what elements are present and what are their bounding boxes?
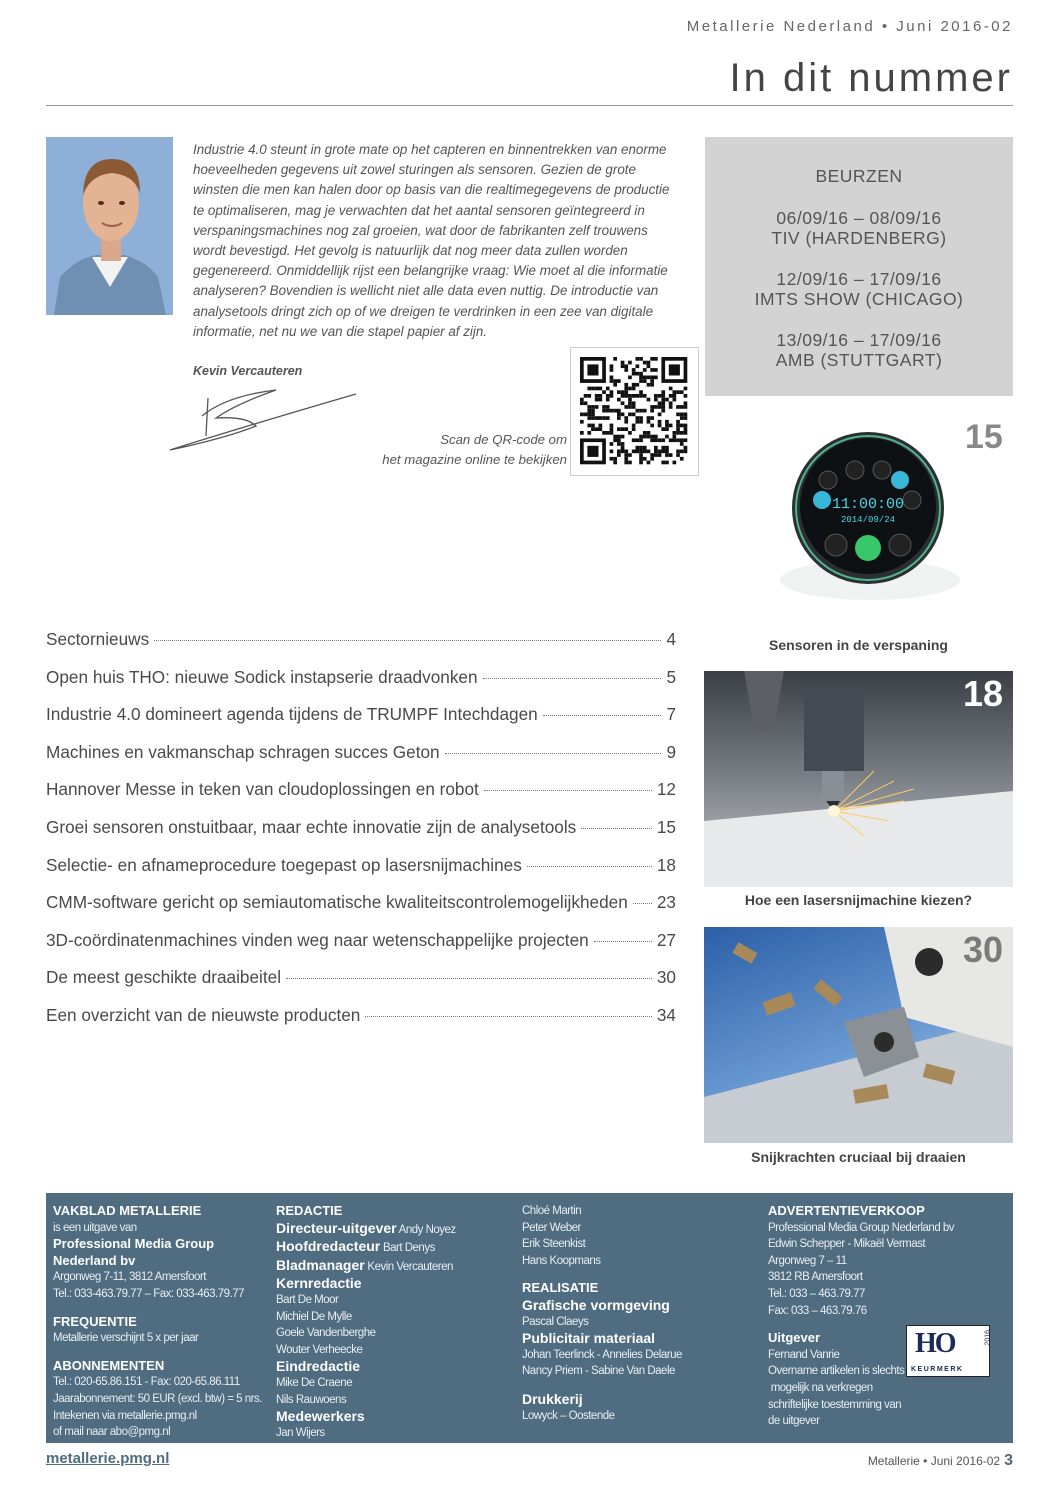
editorial-author: Kevin Vercauteren bbox=[193, 364, 303, 378]
toc-entry-title: Een overzicht van de nieuwste producten bbox=[46, 1004, 361, 1025]
toc-entry[interactable] bbox=[46, 779, 676, 817]
toc-entry-title: De meest geschikte draaibeitel bbox=[46, 967, 282, 988]
toc-leader-dots bbox=[543, 714, 662, 716]
colophon-column-2 bbox=[276, 1203, 506, 1441]
toc-entry[interactable] bbox=[46, 704, 676, 742]
qr-caption-line-1: Scan de QR-code om bbox=[440, 432, 567, 447]
colophon-text: Lowyck – Oostende bbox=[522, 1409, 615, 1422]
toc-entry[interactable] bbox=[46, 855, 676, 893]
colophon-text: Erik Steenkist bbox=[522, 1238, 586, 1251]
colophon-text: schriftelijke toestemming van bbox=[768, 1398, 902, 1411]
colophon-text: Jaarabonnement: 50 EUR (excl. btw) = 5 nrs. bbox=[53, 1392, 262, 1405]
colophon-text: Pascal Claeys bbox=[522, 1315, 589, 1328]
toc-entry-page: 27 bbox=[656, 929, 676, 950]
role-label: Kernredactie bbox=[276, 1275, 362, 1292]
colophon-heading: REDACTIE bbox=[276, 1203, 343, 1218]
toc-leader-dots bbox=[365, 1015, 652, 1017]
colophon-text: 3812 RB Amersfoort bbox=[768, 1271, 863, 1284]
toc-entry-title: 3D-coördinatenmachines vinden weg naar wetenschappelijke projecten bbox=[46, 929, 589, 950]
toc-entry-page: 12 bbox=[656, 779, 676, 800]
colophon-text: Tel.: 033-463.79.77 – Fax: 033-463.79.77 bbox=[53, 1287, 244, 1300]
role-label: Hoofdredacteur bbox=[276, 1238, 381, 1255]
toc-entry-title: Open huis THO: nieuwe Sodick instapserie draadvonken bbox=[46, 666, 478, 687]
colophon-text: Mike De Craene bbox=[276, 1376, 353, 1389]
colophon-text: Hans Koopmans bbox=[522, 1254, 601, 1267]
colophon-text: Argonweg 7-11, 3812 Amersfoort bbox=[53, 1271, 206, 1284]
toc-entry[interactable] bbox=[46, 930, 676, 968]
colophon-text: Bart De Moor bbox=[276, 1293, 339, 1306]
toc-entry-page: 4 bbox=[666, 629, 676, 649]
colophon-text: mogelijk na verkregen bbox=[768, 1381, 873, 1394]
colophon-row bbox=[276, 1220, 506, 1239]
fairs-heading: BEURZEN bbox=[815, 166, 903, 186]
toc-entry-page: 18 bbox=[656, 854, 676, 875]
header-divider bbox=[46, 105, 1013, 106]
colophon-text: Jan Wijers bbox=[276, 1426, 325, 1439]
colophon-heading: REALISATIE bbox=[522, 1280, 599, 1296]
toc-leader-dots bbox=[154, 639, 661, 641]
role-label: Uitgever bbox=[768, 1330, 821, 1346]
colophon-text: Intekenen via metallerie.pmg.nl bbox=[53, 1409, 197, 1422]
colophon-text: Tel.: 020-65.86.151 - Fax: 020-65.86.111 bbox=[53, 1376, 240, 1389]
role-label: Eindredactie bbox=[276, 1358, 361, 1375]
toc-entry-title: Machines en vakmanschap schragen succes Geton bbox=[46, 741, 440, 762]
role-label: Medewerkers bbox=[276, 1408, 365, 1425]
fair-dates: 12/09/16 – 17/09/16 bbox=[776, 269, 942, 289]
device-date: 2014/09/24 bbox=[840, 515, 896, 525]
colophon-text: Peter Weber bbox=[522, 1221, 581, 1234]
page-label: Metallerie • Juni 2016-02 bbox=[867, 1454, 1001, 1468]
toc-entry-title: Selectie- en afnameprocedure toegepast op lasersnijmachines bbox=[46, 854, 522, 875]
qr-code[interactable] bbox=[570, 347, 699, 476]
colophon-heading: VAKBLAD METALLERIE bbox=[53, 1203, 202, 1218]
role-label: Drukkerij bbox=[522, 1390, 583, 1407]
toc-entry-title: Industrie 4.0 domineert agenda tijdens de TRUMPF Intechdagen bbox=[46, 704, 538, 725]
sensor-device-image bbox=[770, 430, 970, 610]
colophon-text: Edwin Schepper - Mikaël Vermast bbox=[768, 1238, 926, 1251]
colophon-row bbox=[276, 1238, 506, 1257]
feature-caption: Snijkrachten cruciaal bij draaien bbox=[751, 1149, 966, 1165]
colophon-text: Professional Media Group Nederland bv bbox=[768, 1221, 955, 1234]
toc-leader-dots bbox=[633, 902, 652, 904]
website-link[interactable]: metallerie.pmg.nl bbox=[46, 1450, 170, 1467]
feature-number: 15 bbox=[965, 418, 1003, 456]
running-header: Metallerie Nederland • Juni 2016-02 bbox=[686, 18, 1013, 35]
colophon-text: Fax: 033 – 463.79.76 bbox=[768, 1304, 867, 1317]
toc-entry-title: CMM-software gericht op semiautomatische kwaliteitscontrolemogelijkheden bbox=[46, 892, 628, 913]
toc-leader-dots bbox=[581, 827, 652, 829]
qr-caption-line-2: het magazine online te bekijken bbox=[382, 452, 567, 467]
fair-event bbox=[705, 330, 1013, 370]
fair-place: TIV (HARDENBERG) bbox=[771, 228, 947, 248]
fairs-box bbox=[705, 137, 1013, 396]
toc-leader-dots bbox=[483, 677, 662, 679]
page-footer bbox=[780, 1452, 1013, 1470]
colophon-heading: FREQUENTIE bbox=[53, 1313, 137, 1329]
role-label: Grafische vormgeving bbox=[522, 1296, 670, 1313]
logo-subtext: KEURMERK bbox=[911, 1366, 964, 1373]
colophon-text: Johan Teerlinck - Annelies Delarue bbox=[522, 1348, 682, 1361]
colophon-heading: ADVERTENTIEVERKOOP bbox=[768, 1203, 925, 1218]
colophon-text: Overname artikelen is slechts bbox=[768, 1365, 905, 1378]
colophon-text: Michiel De Mylle bbox=[276, 1310, 352, 1323]
turning-tool-image bbox=[704, 927, 1013, 1143]
toc-entry[interactable] bbox=[46, 967, 676, 1005]
toc-entry-page: 7 bbox=[666, 704, 676, 725]
toc-entry-page: 34 bbox=[656, 1004, 676, 1025]
colophon-text: of mail naar abo@pmg.nl bbox=[53, 1426, 171, 1439]
fair-event bbox=[705, 269, 1013, 309]
feature-caption: Hoe een lasersnijmachine kiezen? bbox=[744, 892, 973, 908]
ho-keurmerk-logo bbox=[906, 1325, 990, 1377]
toc-entry[interactable] bbox=[46, 629, 676, 667]
colophon-row bbox=[276, 1257, 506, 1276]
table-of-contents bbox=[46, 629, 676, 1043]
logo-text: HO bbox=[915, 1328, 955, 1359]
colophon-text: Nancy Priem - Sabine Van Daele bbox=[522, 1365, 675, 1378]
toc-entry[interactable] bbox=[46, 667, 676, 705]
colophon-text: Chloé Martin bbox=[522, 1205, 582, 1217]
colophon-text: Tel.: 033 – 463.79.77 bbox=[768, 1287, 865, 1300]
toc-entry[interactable] bbox=[46, 742, 676, 780]
toc-entry-page: 30 bbox=[656, 967, 676, 988]
colophon-column-3 bbox=[522, 1203, 752, 1424]
colophon-text: Metallerie verschijnt 5 x per jaar bbox=[53, 1332, 199, 1345]
colophon-text: is een uitgave van bbox=[53, 1221, 137, 1234]
colophon-text: Nils Rauwoens bbox=[276, 1393, 347, 1406]
qr-caption bbox=[300, 430, 567, 470]
toc-entry[interactable] bbox=[46, 1005, 676, 1043]
role-label: Bladmanager bbox=[276, 1256, 365, 1273]
toc-entry-page: 15 bbox=[656, 816, 676, 837]
fair-dates: 13/09/16 – 17/09/16 bbox=[776, 330, 942, 350]
fair-place: AMB (STUTTGART) bbox=[775, 350, 943, 370]
editorial-text: Industrie 4.0 steunt in grote mate op het capteren en binnentrekken van enorme hoeveelheden gegevens uit zowel sturingen als sensoren. Gezien de grote winsten die men kan halen door op basis van die realtimegegevens de productie te optimaliseren, mag je verwachten dat het aantal sensoren geïntegreerd in verspaningsmachines nog zal groeien, wat door de fabrikanten zelf trouwens wordt bevestigd. Het gevolg is natuurlijk dat nog meer data zullen worden gegenereerd. Onmiddellijk rijst een belangrijke vraag: Wie moet al die informatie analyseren? Bovendien is wellicht niet alle data even nuttig. De introductie van analysetools dringt zich op of we dreigen te verdrinken in een zee van digitale informatie, net nu we van die stapel papier af zijn. bbox=[193, 142, 670, 339]
role-value: Bart Denys bbox=[382, 1242, 435, 1255]
colophon-text: de uitgever bbox=[768, 1415, 820, 1428]
colophon-text: Fernand Vanrie bbox=[768, 1348, 840, 1361]
toc-leader-dots bbox=[445, 752, 662, 754]
logo-year: 2016 bbox=[985, 1330, 992, 1346]
toc-leader-dots bbox=[594, 940, 652, 942]
role-label: Directeur-uitgever bbox=[276, 1219, 397, 1236]
role-value: Kevin Vercauteren bbox=[367, 1260, 453, 1273]
colophon-text: Wouter Verheecke bbox=[276, 1343, 363, 1356]
publisher-name: Professional Media Group Nederland bv bbox=[53, 1236, 215, 1268]
toc-entry-title: Hannover Messe in teken van cloudoplossingen en robot bbox=[46, 779, 479, 800]
author-portrait bbox=[46, 137, 173, 315]
page-title: In dit nummer bbox=[729, 56, 1013, 100]
toc-leader-dots bbox=[286, 977, 652, 979]
colophon-text: Goele Vandenberghe bbox=[276, 1327, 376, 1340]
colophon-column-1 bbox=[53, 1203, 273, 1441]
toc-entry[interactable] bbox=[46, 817, 676, 855]
toc-entry-title: Groei sensoren onstuitbaar, maar echte innovatie zijn de analysetools bbox=[46, 816, 577, 837]
role-value: Andy Noyez bbox=[398, 1223, 456, 1236]
toc-leader-dots bbox=[527, 865, 652, 867]
fair-event bbox=[705, 208, 1013, 248]
colophon-text: Argonweg 7 – 11 bbox=[768, 1254, 847, 1267]
fair-place: IMTS SHOW (CHICAGO) bbox=[754, 289, 964, 309]
toc-entry[interactable] bbox=[46, 892, 676, 930]
toc-entry-page: 5 bbox=[666, 666, 676, 687]
laser-cutter-image bbox=[704, 671, 1013, 887]
device-time: 11:00:00 bbox=[831, 496, 905, 513]
toc-entry-page: 9 bbox=[666, 741, 676, 762]
colophon bbox=[46, 1193, 1013, 1443]
toc-leader-dots bbox=[484, 789, 652, 791]
page-number: 3 bbox=[1004, 1452, 1013, 1469]
feature-number: 18 bbox=[962, 673, 1003, 714]
toc-entry-title: Sectornieuws bbox=[46, 629, 150, 649]
feature-caption: Sensoren in de verspaning bbox=[769, 637, 948, 653]
fair-dates: 06/09/16 – 08/09/16 bbox=[776, 208, 942, 228]
colophon-column-4 bbox=[768, 1203, 1008, 1430]
role-label: Publicitair materiaal bbox=[522, 1330, 656, 1347]
feature-number: 30 bbox=[962, 929, 1003, 970]
toc-entry-page: 23 bbox=[656, 892, 676, 913]
colophon-heading: ABONNEMENTEN bbox=[53, 1357, 165, 1373]
